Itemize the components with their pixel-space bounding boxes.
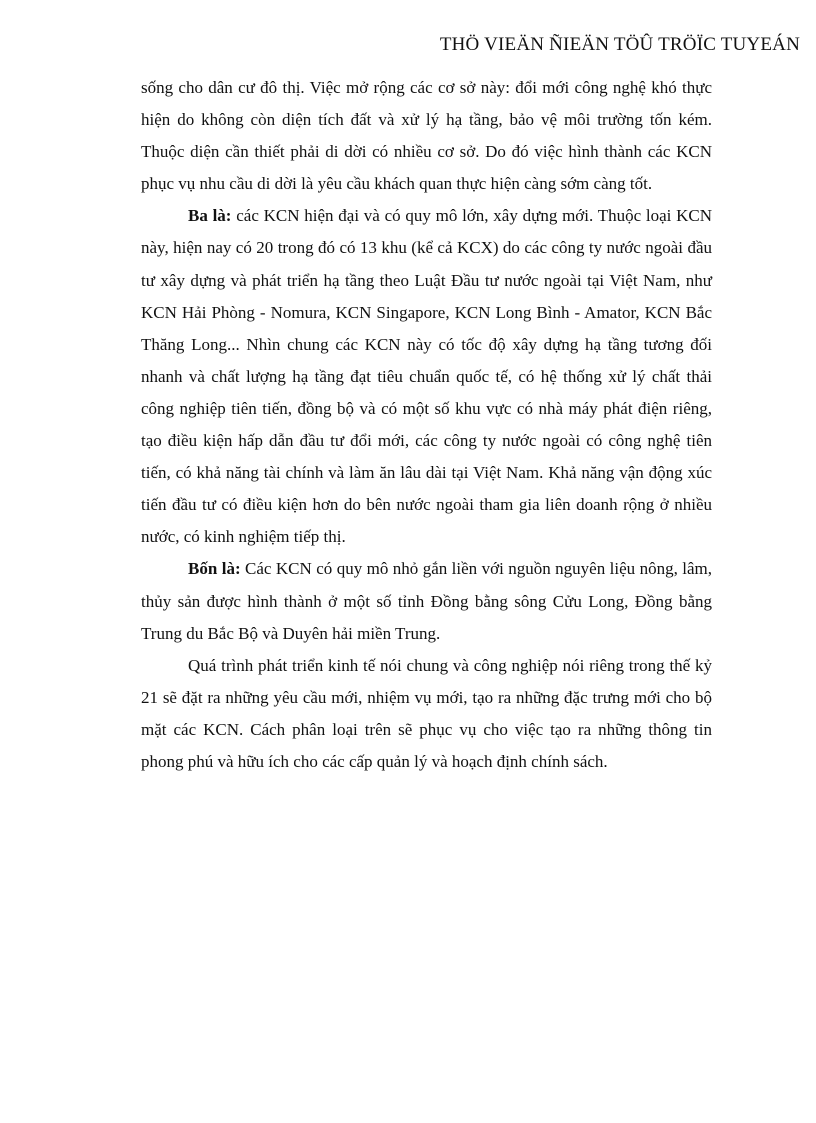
paragraph-text: các KCN hiện đại và có quy mô lớn, xây dựng mới. Thuộc loại KCN này, hiện nay có 20 trong đó có 13 khu (kể cả KCX) do các công ty nước ngoài đầu tư xây dựng và phát triển hạ tầng theo Luật Đầu tư nước ngoài tại Việt Nam, như KCN Hải Phòng - Nomura, KCN Singapore, KCN Long Bình - Amator, KCN Bắc Thăng Long... Nhìn chung các KCN này có tốc độ xây dựng hạ tầng tương đối nhanh và chất lượng hạ tầng đạt tiêu chuẩn quốc tế, có hệ thống xử lý chất thải công nghiệp tiên tiến, đồng bộ và có một số khu vực có nhà máy phát điện riêng, tạo điều kiện hấp dẫn đầu tư đổi mới, các công ty nước ngoài có công nghệ tiên tiến, có khả năng tài chính và làm ăn lâu dài tại Việt Nam. Khả năng vận động xúc tiến đầu tư có điều kiện hơn do bên nước ngoài tham gia liên doanh rộng ở nhiều nước, có kinh nghiệm tiếp thị. — [141, 206, 712, 547]
paragraph-text: Quá trình phát triển kinh tế nói chung và công nghiệp nói riêng trong thế kỷ 21 sẽ đặt ra những yêu cầu mới, nhiệm vụ mới, tạo ra những đặc trưng mới cho bộ mặt các KCN. Cách phân loại trên sẽ phục vụ cho việc tạo ra những thông tin phong phú và hữu ích cho các cấp quản lý và hoạch định chính sách. — [141, 655, 712, 771]
paragraph-bon-la — [141, 553, 712, 649]
paragraph-text: sống cho dân cư đô thị. Việc mở rộng các cơ sở này: đổi mới công nghệ khó thực hiện do không còn diện tích đất và xử lý hạ tầng, bảo vệ môi trường tốn kém. Thuộc diện cần thiết phải di dời có nhiều cơ sở. Do đó việc hình thành các KCN phục vụ nhu cầu di dời là yêu cầu khách quan thực hiện càng sớm càng tốt. — [141, 78, 712, 194]
paragraph-ba-la — [141, 200, 712, 553]
document-body — [141, 72, 712, 778]
paragraph-text: Các KCN có quy mô nhỏ gắn liền với nguồn nguyên liệu nông, lâm, thủy sản được hình thành ở một số tỉnh Đồng bằng sông Cửu Long, Đồng bằng Trung du Bắc Bộ và Duyên hải miền Trung. — [141, 559, 712, 643]
paragraph-continuation — [141, 72, 712, 200]
page-header: THÖ VIEÄN ÑIEÄN TÖÛ TRÖÏC TUYEÁN — [439, 34, 800, 55]
paragraph-lead: Bốn là: — [188, 559, 241, 579]
paragraph-conclusion — [141, 650, 712, 778]
paragraph-lead: Ba là: — [188, 206, 232, 226]
